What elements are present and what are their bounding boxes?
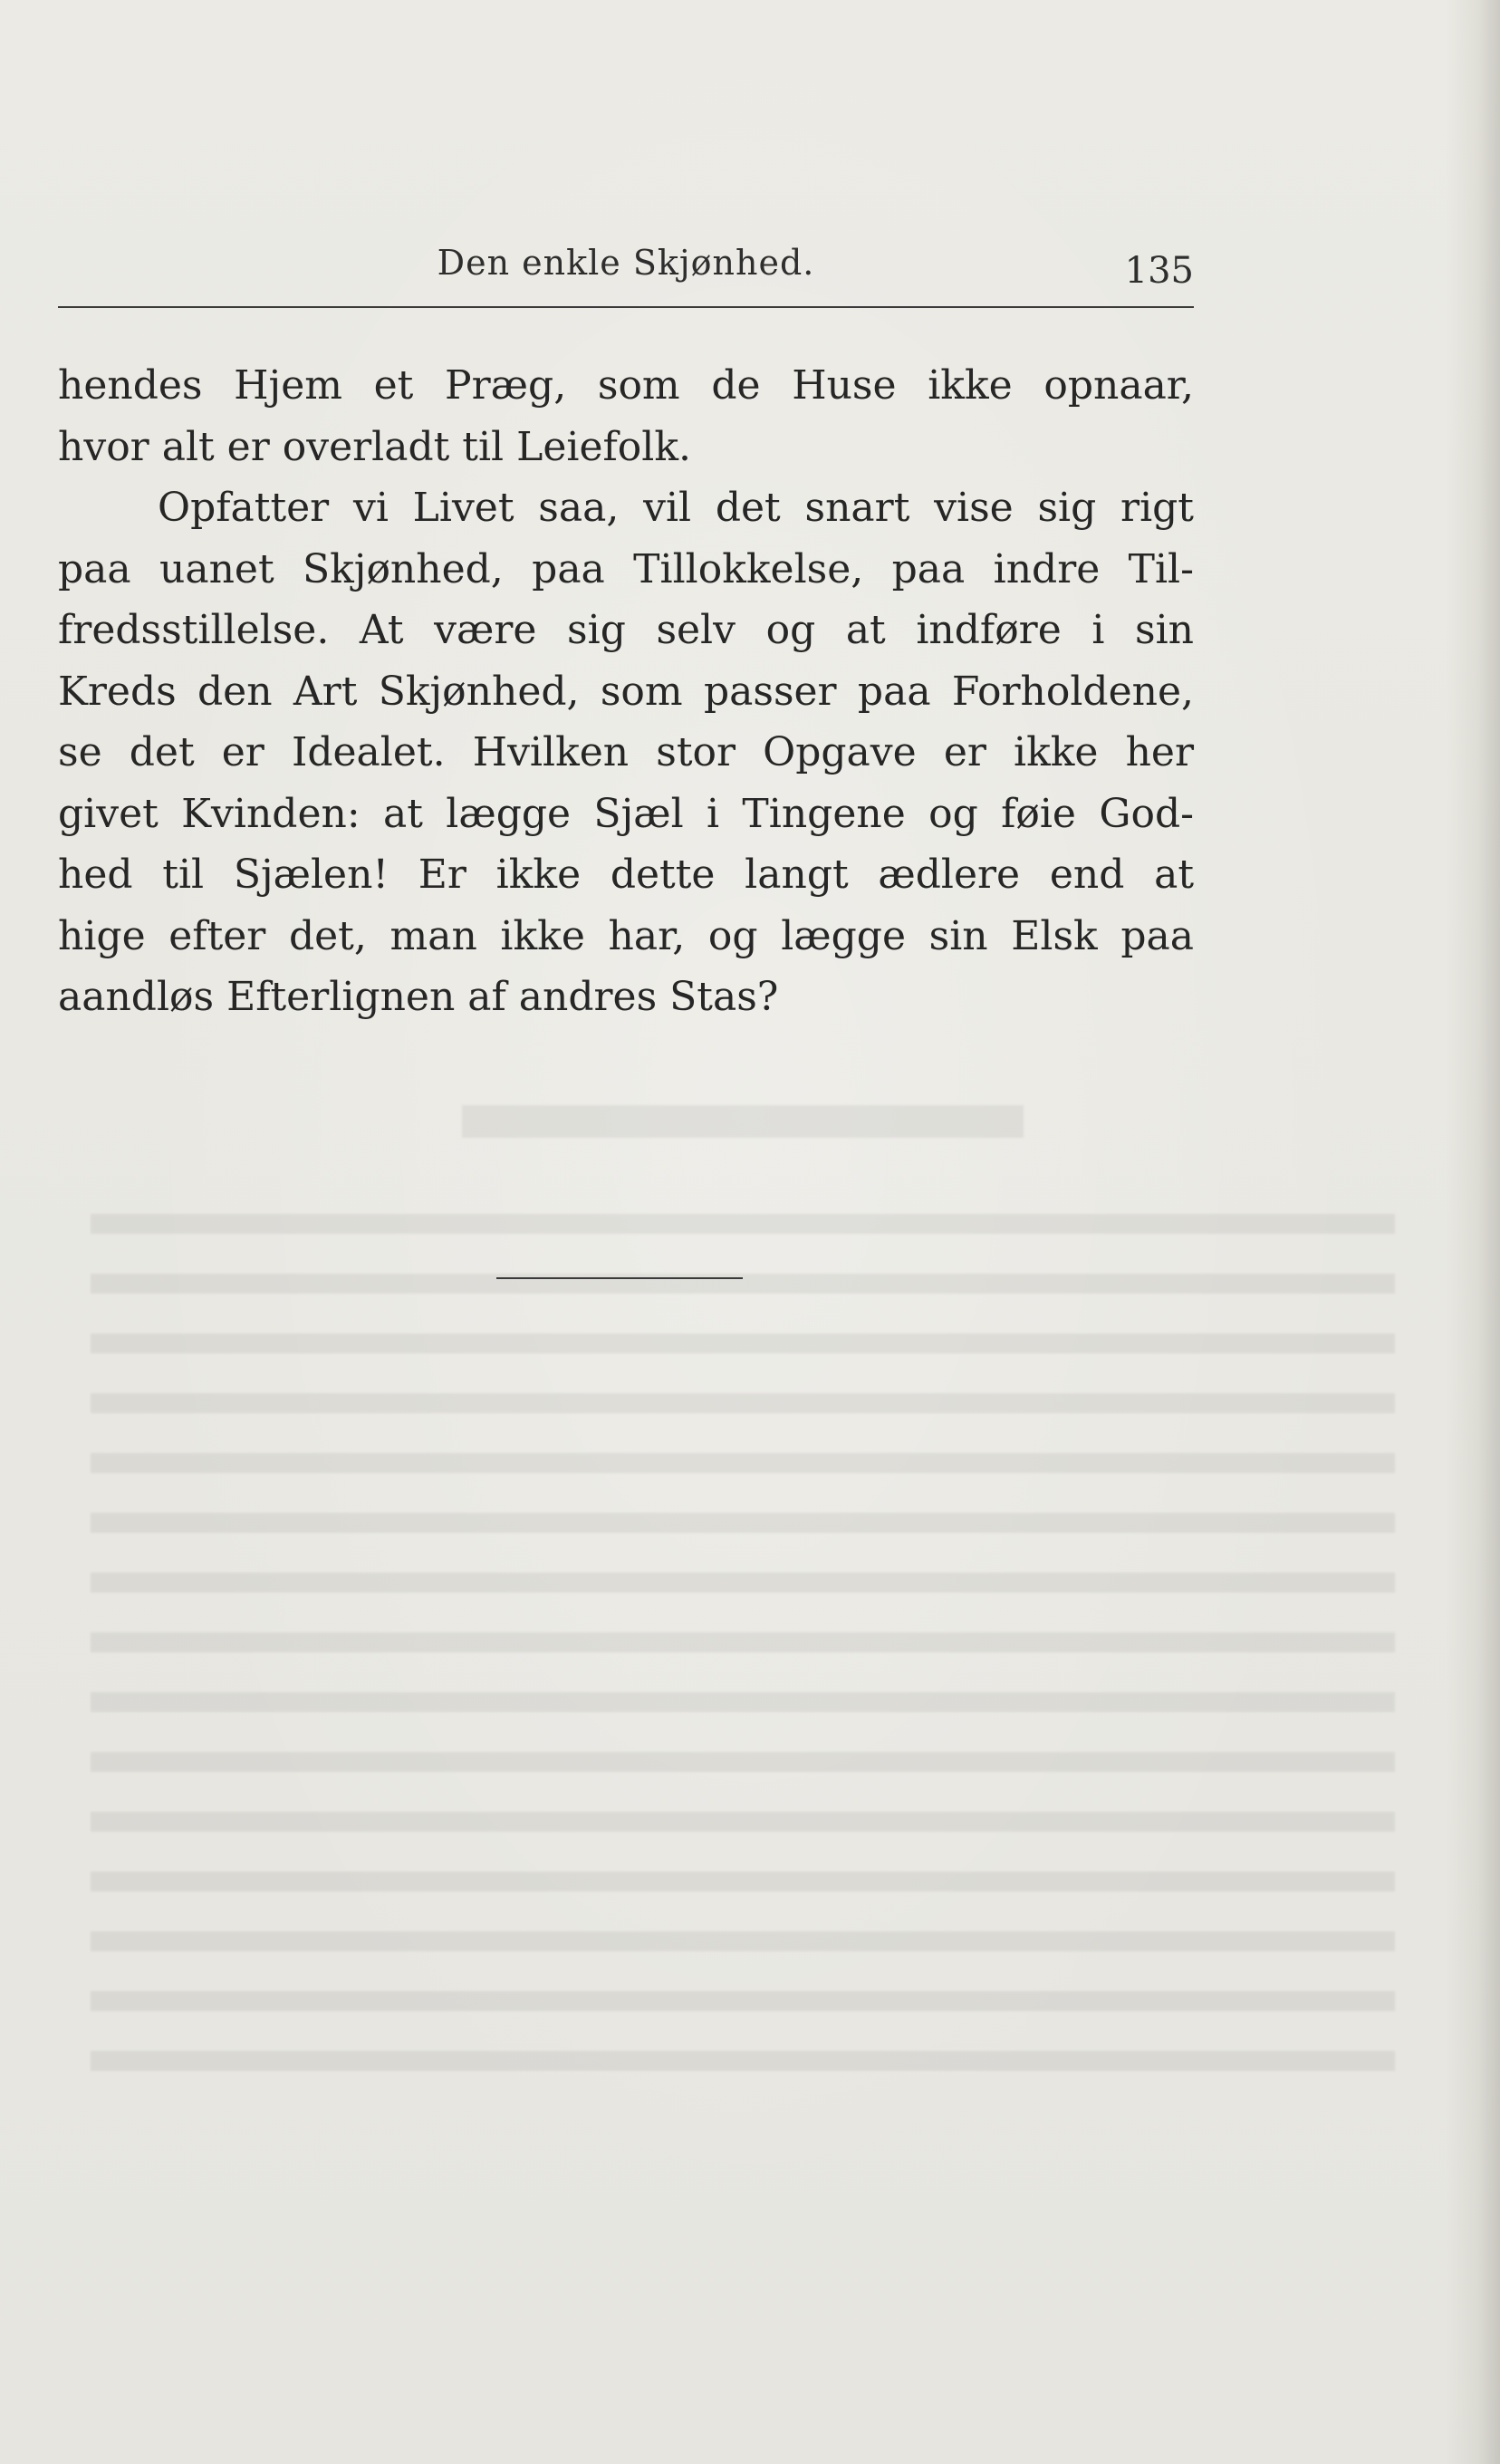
text-line: fredsstillelse. At være sig selv og at indføre i sin: [58, 607, 1194, 653]
text-line: hed til Sjælen! Er ikke dette langt ædlere end at: [58, 852, 1194, 898]
text-line: paa uanet Skjønhed, paa Tillokkelse, paa indre Til-: [58, 545, 1194, 592]
text-line: hige efter det, man ikke har, og lægge sin Elsk paa: [58, 912, 1194, 959]
body-text: [58, 355, 1194, 1028]
header-rule: [58, 306, 1194, 308]
page-number: 135: [1124, 250, 1194, 292]
show-through-reverse-page: [36, 1069, 1449, 2228]
page-edge-shadow: [1446, 0, 1500, 2464]
text-line: aandløs Efterlignen af andres Stas?: [58, 974, 779, 1020]
running-title: Den enkle Skjønhed.: [437, 243, 815, 283]
text-line: hendes Hjem et Præg, som de Huse ikke opnaar,: [58, 362, 1194, 409]
text-line: Kreds den Art Skjønhed, som passer paa Forholdene,: [58, 668, 1194, 715]
text-line: se det er Idealet. Hvilken stor Opgave er ikke her: [58, 729, 1194, 775]
section-end-rule: [496, 1277, 743, 1279]
text-line: hvor alt er overladt til Leiefolk.: [58, 423, 691, 470]
text-line: givet Kvinden: at lægge Sjæl i Tingene og føie God-: [58, 790, 1194, 837]
running-header: [58, 236, 1194, 308]
text-line: Opfatter vi Livet saa, vil det snart vise sig rigt: [158, 485, 1194, 531]
